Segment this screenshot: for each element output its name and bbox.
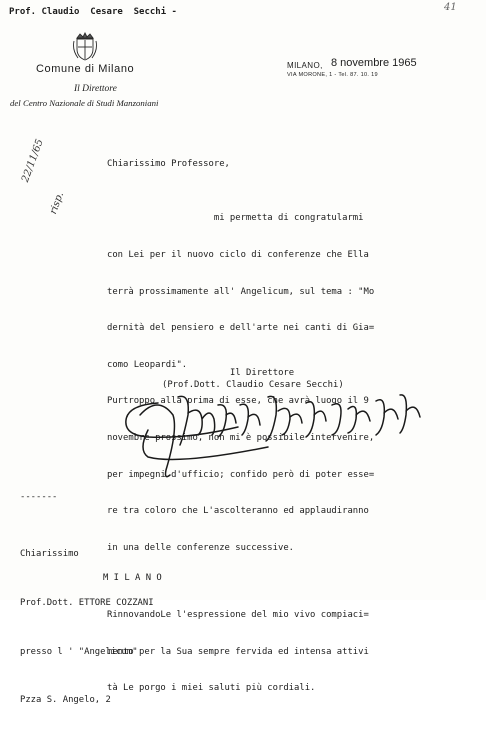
- margin-note-date: 22/11/65: [20, 137, 46, 184]
- recipient-line: Pzza S. Angelo, 2: [20, 695, 111, 706]
- body-line: con Lei per il nuovo ciclo di conferenze che Ella: [107, 250, 369, 261]
- address-separator: -------: [20, 492, 58, 502]
- body-line: re tra coloro che L'ascolteranno ed applaudiranno: [107, 506, 369, 517]
- recipient-city: M I L A N O: [103, 573, 162, 583]
- letter-date: 8 novembre 1965: [331, 57, 417, 69]
- body-line: como Leopardi".: [107, 359, 188, 370]
- recipient-line: Prof.Dott. ETTORE COZZANI: [20, 598, 154, 609]
- body-line: per impegni d'ufficio; confido però di poter esse=: [107, 469, 375, 480]
- body-line: mi permetta di congratularmi: [107, 213, 364, 224]
- body-line: RinnovandoLe l'espressione del mio vivo compiaci=: [107, 609, 369, 620]
- signoff-name: (Prof.Dott. Claudio Cesare Secchi): [162, 380, 344, 390]
- director-title: Il Direttore: [74, 84, 117, 94]
- salutation: Chiarissimo Professore,: [107, 159, 230, 169]
- coat-of-arms-icon: [72, 32, 98, 62]
- comune-title: Comune di Milano: [36, 63, 135, 75]
- sender-address: VIA MORONE, 1 - Tel. 87. 10. 19: [287, 72, 378, 78]
- centro-name: del Centro Nazionale di Studi Manzoniani: [10, 98, 159, 108]
- recipient-line: presso l ' "Angelicum": [20, 646, 138, 657]
- date-city: MILANO,: [287, 61, 323, 70]
- body-line: dernità del pensiero e dell'arte nei canti di Gia=: [107, 323, 375, 334]
- body-line: novembre prossimo, non mi è possibile intervenire,: [107, 433, 375, 444]
- recipient-line: Chiarissimo: [20, 549, 79, 560]
- page-number: 41: [444, 2, 457, 13]
- body-line: mento per la Sua sempre fervida ed intensa attivi: [107, 646, 369, 657]
- body-line: tà Le porgo i miei saluti più cordiali.: [107, 683, 316, 694]
- handwritten-signature: [118, 375, 428, 485]
- recipient-address: [20, 514, 154, 741]
- margin-note-reply: risp.: [48, 190, 67, 216]
- typed-sender: Prof. Claudio Cesare Secchi -: [9, 7, 177, 17]
- body-line: in una delle conferenze successive.: [107, 542, 295, 553]
- body-line: Purtroppo alla prima di esse, che avrà luogo il 9: [107, 396, 369, 407]
- body-line: terrà prossimamente all' Angelicum, sul tema : "Mo: [107, 286, 375, 297]
- signoff-title: Il Direttore: [230, 368, 295, 378]
